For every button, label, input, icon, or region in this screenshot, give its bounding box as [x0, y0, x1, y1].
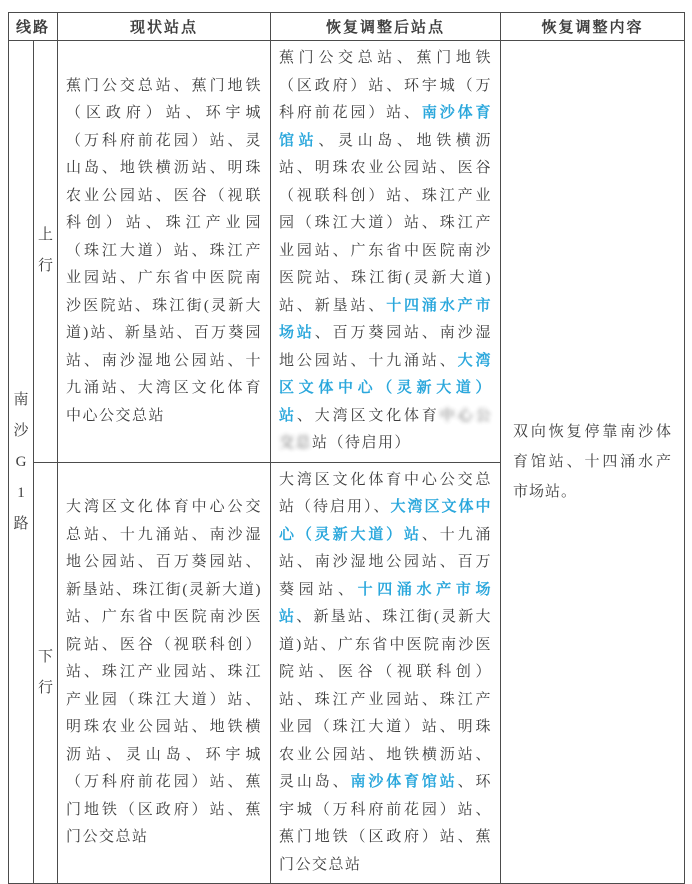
restored-station-highlight: 大湾区文体中心（灵新大道）站	[279, 499, 492, 543]
bus-route-adjustment-table	[8, 12, 685, 884]
station-text: 、新垦站、珠江街(灵新大道)站、广东省中医院南沙医院站、医谷（视联科创）站、珠江产业园站、珠江产业园（珠江大道）站、明珠农业公园站、地铁横沥站、灵山岛、	[279, 609, 493, 790]
current-stations-up: 蕉门公交总站、蕉门地铁（区政府）站、环宇城（万科府前花园）站、灵山岛、地铁横沥站、明珠农业公园站、医谷（视联科创）站、珠江产业园（珠江大道）站、珠江产业园站、广东省中医院南沙医院站、珠江街(灵新大道)站、新垦站、百万葵园站、南沙湿地公园站、十九涌站、大湾区文化体育中心公交总站	[58, 41, 271, 463]
restored-station-highlight: 南沙体育馆站	[279, 105, 492, 149]
header-adjustment-content: 恢复调整内容	[501, 13, 685, 41]
station-text: 、环宇城（万科府前花园）站、蕉门地铁（区政府）站、蕉门公交总站	[279, 774, 493, 873]
direction-label-up: 上行	[37, 227, 53, 275]
restored-station-highlight: 南沙体育馆站	[350, 774, 458, 790]
restored-station-highlight: 十四涌水产市场站	[279, 581, 492, 625]
station-text: 、十九涌站、南沙湿地公园站、百万葵园站、	[279, 526, 493, 598]
station-text: 、百万葵园站、南沙湿地公园站、十九涌站、	[279, 325, 492, 369]
station-text: 中心公交总	[279, 407, 493, 451]
row-up-direction	[9, 41, 685, 463]
direction-cell-up	[34, 41, 58, 463]
route-name-vertical: 南沙G1路	[13, 391, 29, 532]
adjusted-stations-up	[271, 41, 501, 463]
station-text: 蕉门公交总站、蕉门地铁（区政府）站、环宇城（万科府前花园）站、	[279, 50, 493, 121]
header-route: 线路	[9, 13, 58, 41]
current-stations-down: 大湾区文化体育中心公交总站、十九涌站、南沙湿地公园站、百万葵园站、新垦站、珠江街(灵新大道)站、广东省中医院南沙医院站、医谷（视联科创）站、珠江产业园站、珠江产业园（珠江大道）站、明珠农业公园站、地铁横沥站、灵山岛、环宇城（万科府前花园）站、蕉门地铁（区政府）站、蕉门公交总站	[58, 462, 271, 884]
route-name-cell	[9, 41, 34, 884]
header-adjusted-stations: 恢复调整后站点	[271, 13, 501, 41]
station-text: 、大湾区文化体育	[296, 407, 440, 424]
station-text: 、灵山岛、地铁横沥站、明珠农业公园站、医谷（视联科创）站、珠江产业园（珠江大道）站、珠江产业园站、广东省中医院南沙医院站、珠江街(灵新大道)站、新垦站、	[279, 132, 493, 314]
restored-station-highlight: 大湾区文体中心（灵新大道）站	[279, 352, 493, 424]
station-text: 大湾区文化体育中心公交总站（待启用）、	[279, 471, 493, 515]
station-text: 站（待启用）	[312, 435, 412, 451]
restored-station-highlight: 十四涌水产市场站	[279, 297, 492, 341]
adjusted-stations-down	[271, 462, 501, 884]
header-current-stations: 现状站点	[58, 13, 271, 41]
direction-label-down: 下行	[37, 648, 53, 696]
header-row	[9, 13, 685, 41]
direction-cell-down	[34, 462, 58, 884]
adjustment-content-cell: 双向恢复停靠南沙体育馆站、十四涌水产市场站。	[501, 41, 685, 884]
